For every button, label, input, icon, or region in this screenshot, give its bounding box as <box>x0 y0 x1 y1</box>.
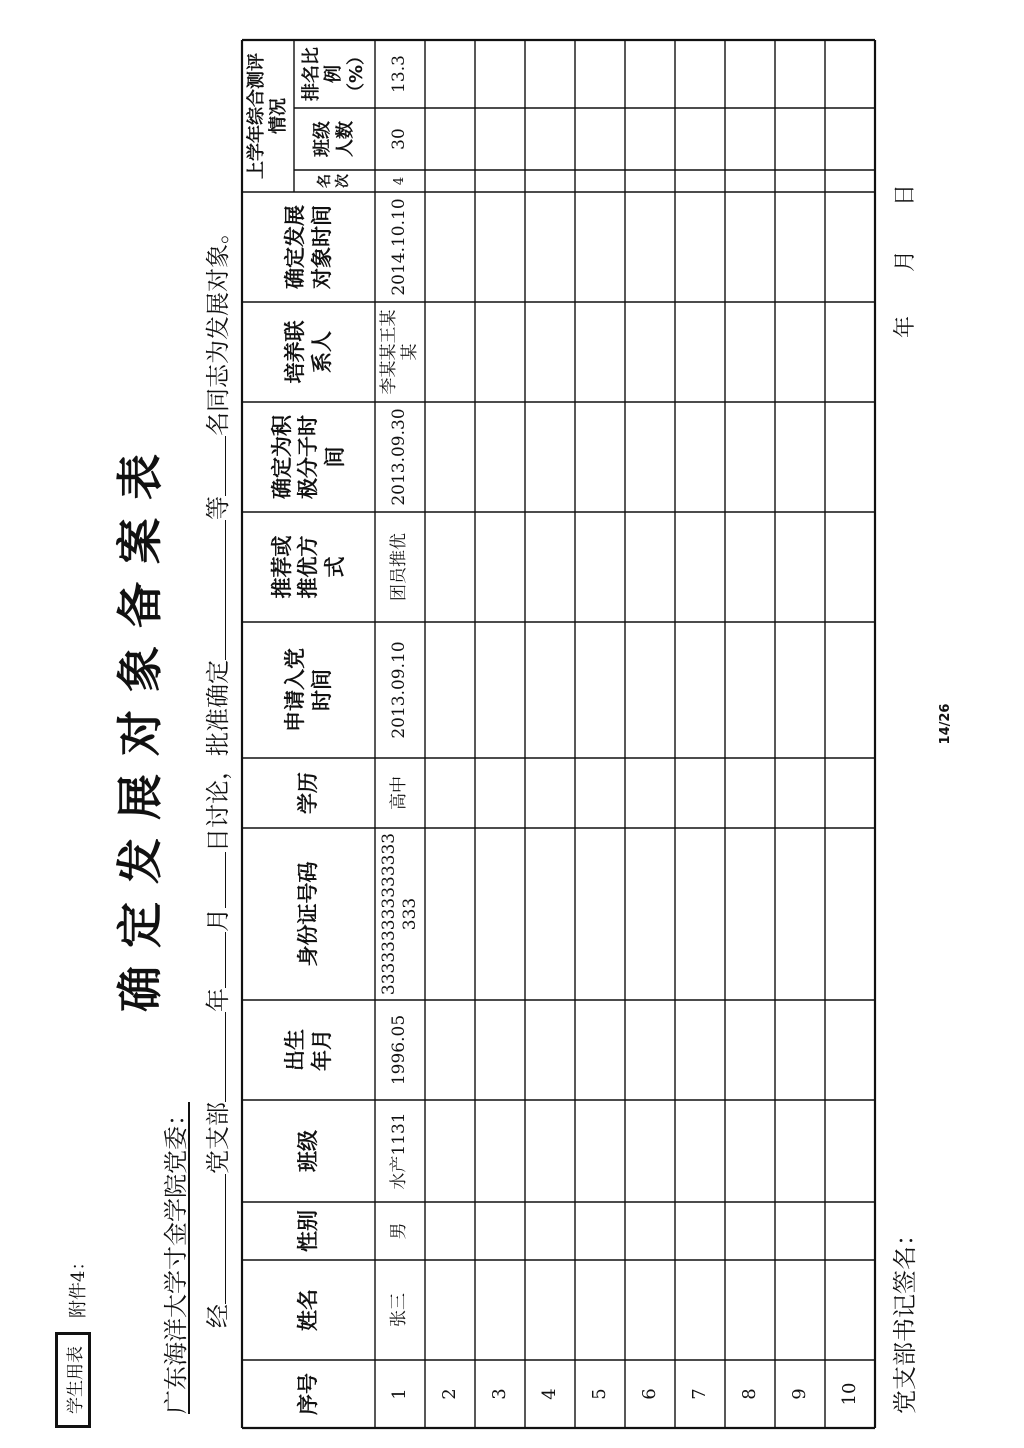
table-cell-develop[interactable] <box>575 194 625 300</box>
table-cell-rank[interactable] <box>425 172 475 190</box>
table-cell-edu[interactable] <box>475 760 525 826</box>
table-cell-develop[interactable] <box>475 194 525 300</box>
table-cell-edu[interactable] <box>675 760 725 826</box>
table-cell-develop[interactable] <box>825 194 875 300</box>
table-cell-size[interactable] <box>825 110 875 168</box>
table-cell-ratio: 13.3 <box>389 55 410 93</box>
table-cell-size[interactable] <box>425 110 475 168</box>
table-cell-size[interactable] <box>725 110 775 168</box>
table-cell-activist[interactable] <box>725 404 775 510</box>
row-number: 9 <box>788 1388 810 1400</box>
table-cell-ratio[interactable] <box>475 42 525 106</box>
table-cell-id: 333333333333333333 <box>378 832 420 996</box>
table-cell-class: 水产1131 <box>389 1112 410 1190</box>
row-number: 5 <box>588 1388 610 1400</box>
header-activist: 确定为积极分子时间 <box>270 415 347 499</box>
table-cell-gender[interactable] <box>575 1204 625 1258</box>
table-cell-size[interactable] <box>625 110 675 168</box>
table-cell-apply[interactable] <box>525 624 575 756</box>
table-cell-birth[interactable] <box>825 1002 875 1098</box>
table-cell-name[interactable] <box>625 1262 675 1358</box>
table-cell-contact[interactable] <box>475 304 525 400</box>
table-cell-contact[interactable] <box>525 304 575 400</box>
header-develop: 确定发展对象时间 <box>283 205 334 289</box>
table-cell-class[interactable] <box>525 1102 575 1200</box>
table-cell-ratio[interactable] <box>525 42 575 106</box>
table-cell-rank[interactable] <box>725 172 775 190</box>
table-cell-rank[interactable] <box>575 172 625 190</box>
table-cell-recommend[interactable] <box>825 514 875 620</box>
table-cell-activist: 2013.09.30 <box>389 408 410 506</box>
table-cell-gender: 男 <box>389 1222 410 1240</box>
table-cell-class[interactable] <box>625 1102 675 1200</box>
header-gender: 性别 <box>296 1210 321 1252</box>
signature-label: 党支部书记签名： <box>891 1222 919 1414</box>
table-cell-size[interactable] <box>675 110 725 168</box>
table-cell-activist[interactable] <box>525 404 575 510</box>
table-cell-ratio[interactable] <box>725 42 775 106</box>
table-cell-apply[interactable] <box>825 624 875 756</box>
row-number: 3 <box>488 1388 510 1400</box>
table-cell-gender[interactable] <box>525 1204 575 1258</box>
header-contact: 培养联系人 <box>283 320 334 384</box>
table-cell-id[interactable] <box>775 830 825 998</box>
table-cell-name[interactable] <box>725 1262 775 1358</box>
header-seq: 序号 <box>296 1373 321 1415</box>
table-cell-size[interactable] <box>775 110 825 168</box>
table-cell-birth: 1996.05 <box>389 1014 410 1086</box>
table-cell-gender[interactable] <box>825 1204 875 1258</box>
table-cell-ratio[interactable] <box>625 42 675 106</box>
table-cell-contact[interactable] <box>825 304 875 400</box>
table-cell-develop: 2014.10.10 <box>389 198 410 296</box>
table-cell-name: 张三 <box>389 1293 410 1327</box>
table-cell-activist[interactable] <box>625 404 675 510</box>
table-cell-name[interactable] <box>775 1262 825 1358</box>
table-cell-recommend[interactable] <box>475 514 525 620</box>
table-cell-recommend[interactable] <box>425 514 475 620</box>
table-cell-apply[interactable] <box>575 624 625 756</box>
table-cell-contact: 李某某王某某 <box>378 309 420 395</box>
table-cell-name[interactable] <box>575 1262 625 1358</box>
header-eval-ratio: 排名比例（%） <box>300 46 367 102</box>
table-cell-size[interactable] <box>575 110 625 168</box>
table-cell-rank: 4 <box>391 176 407 186</box>
intro-text: 年 <box>204 988 232 1012</box>
table-cell-rank[interactable] <box>525 172 575 190</box>
header-class: 班级 <box>296 1130 321 1172</box>
header-eval-group: 上学年综合测评情况 <box>245 53 289 179</box>
table-cell-id[interactable] <box>675 830 725 998</box>
table-cell-recommend[interactable] <box>625 514 675 620</box>
table-cell-class[interactable] <box>825 1102 875 1200</box>
table-cell-id[interactable] <box>525 830 575 998</box>
header-eval-rank: 名次 <box>317 174 351 188</box>
table-cell-contact[interactable] <box>775 304 825 400</box>
table-cell-apply[interactable] <box>725 624 775 756</box>
row-number: 4 <box>538 1388 560 1400</box>
table-cell-apply[interactable] <box>675 624 725 756</box>
student-form-badge: 学生用表 <box>55 1332 91 1428</box>
table-cell-activist[interactable] <box>425 404 475 510</box>
table-cell-edu[interactable] <box>575 760 625 826</box>
table-cell-class[interactable] <box>675 1102 725 1200</box>
table-cell-develop[interactable] <box>425 194 475 300</box>
row-number: 8 <box>738 1388 760 1400</box>
table-cell-edu[interactable] <box>525 760 575 826</box>
header-apply: 申请入党时间 <box>283 648 334 732</box>
intro-text: 等 <box>204 496 232 520</box>
table-cell-size: 30 <box>389 128 410 150</box>
table-cell-recommend[interactable] <box>775 514 825 620</box>
table-cell-recommend[interactable] <box>575 514 625 620</box>
table-cell-class[interactable] <box>725 1102 775 1200</box>
table-cell-edu[interactable] <box>775 760 825 826</box>
table-cell-id[interactable] <box>725 830 775 998</box>
row-number: 2 <box>438 1388 460 1400</box>
table-cell-edu[interactable] <box>825 760 875 826</box>
page-title: 确定发展对象备案表 <box>113 436 167 1012</box>
table-cell-apply[interactable] <box>425 624 475 756</box>
table-cell-apply[interactable] <box>475 624 525 756</box>
table-cell-ratio[interactable] <box>775 42 825 106</box>
table-cell-gender[interactable] <box>625 1204 675 1258</box>
table-cell-rank[interactable] <box>775 172 825 190</box>
table-cell-develop[interactable] <box>525 194 575 300</box>
table-cell-birth[interactable] <box>725 1002 775 1098</box>
table-cell-class[interactable] <box>425 1102 475 1200</box>
table-cell-id[interactable] <box>425 830 475 998</box>
table-cell-activist[interactable] <box>575 404 625 510</box>
table-cell-recommend: 团员推优 <box>389 533 410 601</box>
table-cell-birth[interactable] <box>625 1002 675 1098</box>
signature-date: 年 月 日 <box>893 183 918 338</box>
table-cell-edu[interactable] <box>725 760 775 826</box>
table-cell-id[interactable] <box>475 830 525 998</box>
table-cell-id[interactable] <box>575 830 625 998</box>
row-number: 7 <box>688 1388 710 1400</box>
table-cell-rank[interactable] <box>675 172 725 190</box>
addressee: 广东海洋大学寸金学院党委： <box>162 1102 190 1414</box>
table-cell-edu[interactable] <box>625 760 675 826</box>
table-cell-develop[interactable] <box>725 194 775 300</box>
table-cell-ratio[interactable] <box>575 42 625 106</box>
table-cell-birth[interactable] <box>775 1002 825 1098</box>
intro-text: 名同志为发展对象。 <box>204 220 232 436</box>
row-number: 1 <box>388 1388 410 1400</box>
table-cell-edu[interactable] <box>425 760 475 826</box>
table-cell-contact[interactable] <box>425 304 475 400</box>
table-cell-rank[interactable] <box>475 172 525 190</box>
intro-text: 月 <box>204 908 232 932</box>
table-cell-size[interactable] <box>525 110 575 168</box>
table-cell-recommend[interactable] <box>525 514 575 620</box>
table-cell-birth[interactable] <box>675 1002 725 1098</box>
attachment-label: 附件4： <box>68 1252 89 1318</box>
table-cell-ratio[interactable] <box>675 42 725 106</box>
table-cell-rank[interactable] <box>825 172 875 190</box>
table-cell-develop[interactable] <box>625 194 675 300</box>
table-cell-name[interactable] <box>475 1262 525 1358</box>
page-number: 14/26 <box>938 703 953 745</box>
intro-text: 党支部 <box>204 1102 232 1174</box>
table-cell-activist[interactable] <box>475 404 525 510</box>
row-number: 6 <box>638 1388 660 1400</box>
table-cell-gender[interactable] <box>425 1204 475 1258</box>
table-cell-class[interactable] <box>575 1102 625 1200</box>
table-cell-rank[interactable] <box>625 172 675 190</box>
table-cell-develop[interactable] <box>675 194 725 300</box>
table-cell-birth[interactable] <box>525 1002 575 1098</box>
header-recommend: 推荐或推优方式 <box>270 535 347 599</box>
table-cell-contact[interactable] <box>675 304 725 400</box>
table-cell-contact[interactable] <box>725 304 775 400</box>
table-cell-recommend[interactable] <box>725 514 775 620</box>
table-cell-edu: 高中 <box>389 776 410 810</box>
table-cell-apply: 2013.09.10 <box>389 641 410 739</box>
table-cell-activist[interactable] <box>775 404 825 510</box>
table-cell-name[interactable] <box>825 1262 875 1358</box>
table-cell-class[interactable] <box>475 1102 525 1200</box>
table-cell-apply[interactable] <box>775 624 825 756</box>
header-birth: 出生年月 <box>283 1029 334 1071</box>
table-cell-class[interactable] <box>775 1102 825 1200</box>
table-cell-apply[interactable] <box>625 624 675 756</box>
table-cell-name[interactable] <box>675 1262 725 1358</box>
table-cell-contact[interactable] <box>625 304 675 400</box>
table-cell-contact[interactable] <box>575 304 625 400</box>
row-number: 10 <box>838 1382 860 1406</box>
table-cell-activist[interactable] <box>675 404 725 510</box>
table-cell-gender[interactable] <box>675 1204 725 1258</box>
table-cell-ratio[interactable] <box>825 42 875 106</box>
table-cell-gender[interactable] <box>475 1204 525 1258</box>
table-cell-activist[interactable] <box>825 404 875 510</box>
table-cell-ratio[interactable] <box>425 42 475 106</box>
table-cell-birth[interactable] <box>425 1002 475 1098</box>
header-id: 身份证号码 <box>296 861 321 967</box>
table-cell-gender[interactable] <box>775 1204 825 1258</box>
header-eval-size: 班级人数 <box>312 121 356 157</box>
table-cell-id[interactable] <box>825 830 875 998</box>
intro-text: 经 <box>204 1304 232 1328</box>
intro-text: 日讨论，批准确定 <box>204 660 232 852</box>
table-cell-id[interactable] <box>625 830 675 998</box>
table-cell-develop[interactable] <box>775 194 825 300</box>
header-edu: 学历 <box>296 772 321 814</box>
table-cell-birth[interactable] <box>475 1002 525 1098</box>
table-cell-name[interactable] <box>525 1262 575 1358</box>
table-cell-birth[interactable] <box>575 1002 625 1098</box>
table-cell-name[interactable] <box>425 1262 475 1358</box>
table-cell-size[interactable] <box>475 110 525 168</box>
table-cell-recommend[interactable] <box>675 514 725 620</box>
header-name: 姓名 <box>296 1289 321 1331</box>
table-cell-gender[interactable] <box>725 1204 775 1258</box>
